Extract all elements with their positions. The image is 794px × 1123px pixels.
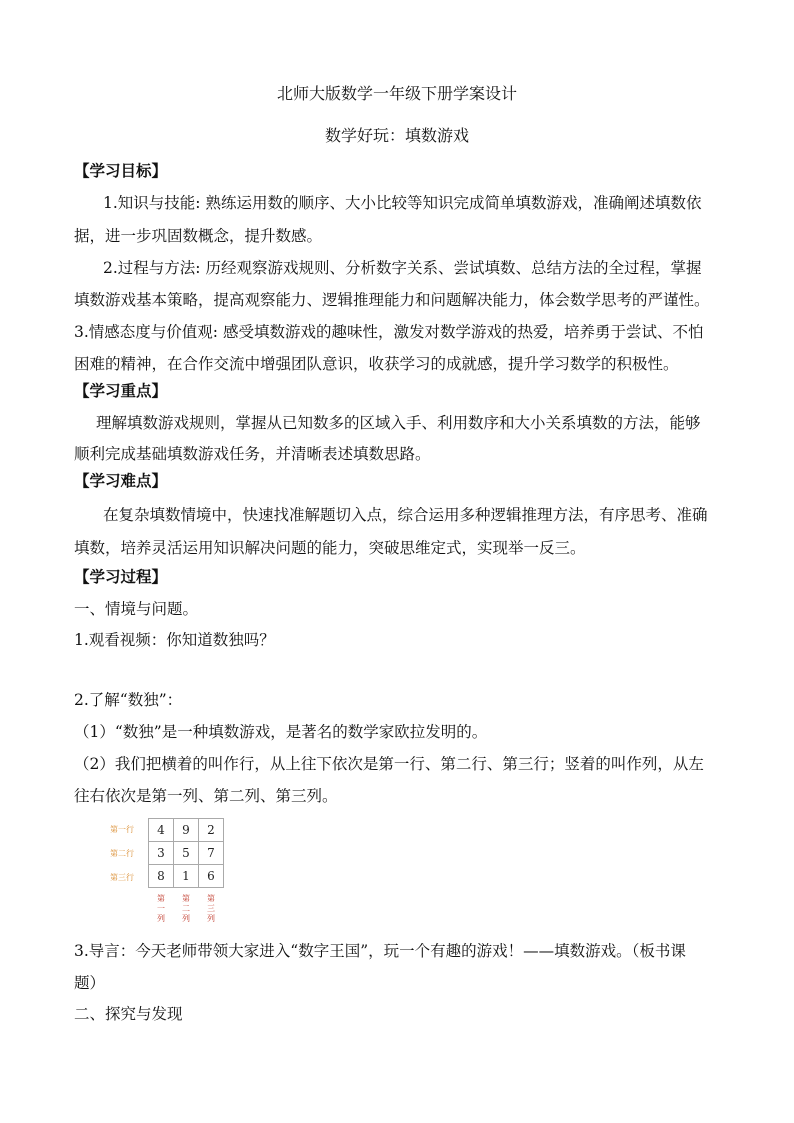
objective-2-line-2: 填数游戏基本策略，提高观察能力、逻辑推理能力和问题解决能力，体会数学思考的严谨性。: [74, 291, 710, 309]
key-points-line-1: 理解填数游戏规则，掌握从已知数多的区域入手、利用数序和大小关系填数的方法，能够: [96, 414, 701, 432]
sudoku-grid: [148, 818, 224, 888]
grid-row: [149, 842, 224, 865]
grid-cell: 6: [199, 865, 224, 888]
objective-1-line-1: 1.知识与技能: 熟练运用数的顺序、大小比较等知识完成简单填数游戏，准确阐述填数依: [103, 194, 702, 212]
grid-row: [149, 865, 224, 888]
row-label-3: 第三行: [110, 873, 134, 882]
question-2a: （1）“数独”是一种填数游戏，是著名的数学家欧拉发明的。: [74, 723, 488, 741]
row-label-1: 第一行: [110, 825, 134, 834]
question-2: 2.了解“数独”：: [74, 691, 183, 709]
grid-cell: 7: [199, 842, 224, 865]
grid-cell: 1: [174, 865, 199, 888]
objective-1-line-2: 据，进一步巩固数概念，提升数感。: [74, 227, 323, 245]
objective-3-line-2: 困难的精神，在合作交流中增强团队意识，收获学习的成就感，提升学习数学的积极性。: [74, 355, 679, 373]
row-label-2: 第二行: [110, 849, 134, 858]
process-heading: 【学习过程】: [74, 567, 168, 586]
column-label-1: 第 一 列: [157, 894, 165, 923]
grid-cell: 9: [174, 819, 199, 842]
objective-3-line-1: 3.情感态度与价值观: 感受填数游戏的趣味性，激发对数学游戏的热爱，培养勇于尝试、不怕: [74, 323, 704, 341]
grid-row: [149, 819, 224, 842]
grid-cell: 2: [199, 819, 224, 842]
section-two-title: 二、探究与发现: [74, 1005, 183, 1023]
key-points-line-2: 顺利完成基础填数游戏任务，并清晰表述填数思路。: [74, 445, 431, 463]
question-1: 1.观看视频：你知道数独吗？: [74, 631, 275, 649]
document-title: 北师大版数学一年级下册学案设计: [276, 84, 517, 103]
objective-2-line-1: 2.过程与方法: 历经观察游戏规则、分析数字关系、尝试填数、总结方法的全过程，掌握: [103, 259, 702, 277]
grid-cell: 4: [149, 819, 174, 842]
document-subtitle: 数学好玩：填数游戏: [324, 126, 469, 145]
question-2b-line-1: （2）我们把横着的叫作行，从上往下依次是第一行、第二行、第三行；竖着的叫作列，从左: [74, 755, 704, 773]
difficulties-heading: 【学习难点】: [74, 471, 168, 490]
column-label-3: 第 三 列: [207, 894, 215, 923]
section-one-title: 一、情境与问题。: [74, 600, 199, 618]
objectives-heading: 【学习目标】: [74, 161, 168, 180]
difficulties-line-2: 填数，培养灵活运用知识解决问题的能力，突破思维定式，实现举一反三。: [74, 539, 586, 557]
question-3-line-2: 题）: [74, 974, 106, 992]
difficulties-line-1: 在复杂填数情境中，快速找准解题切入点，综合运用多种逻辑推理方法，有序思考、准确: [103, 506, 708, 524]
grid-cell: 3: [149, 842, 174, 865]
question-3-line-1: 3.导言：今天老师带领大家进入“数字王国”，玩一个有趣的游戏！——填数游戏。（板书课: [74, 942, 686, 960]
grid-cell: 8: [149, 865, 174, 888]
question-2b-line-2: 往右依次是第一列、第二列、第三列。: [74, 787, 338, 805]
grid-cell: 5: [174, 842, 199, 865]
key-points-heading: 【学习重点】: [74, 381, 168, 400]
column-label-2: 第 二 列: [182, 894, 190, 923]
